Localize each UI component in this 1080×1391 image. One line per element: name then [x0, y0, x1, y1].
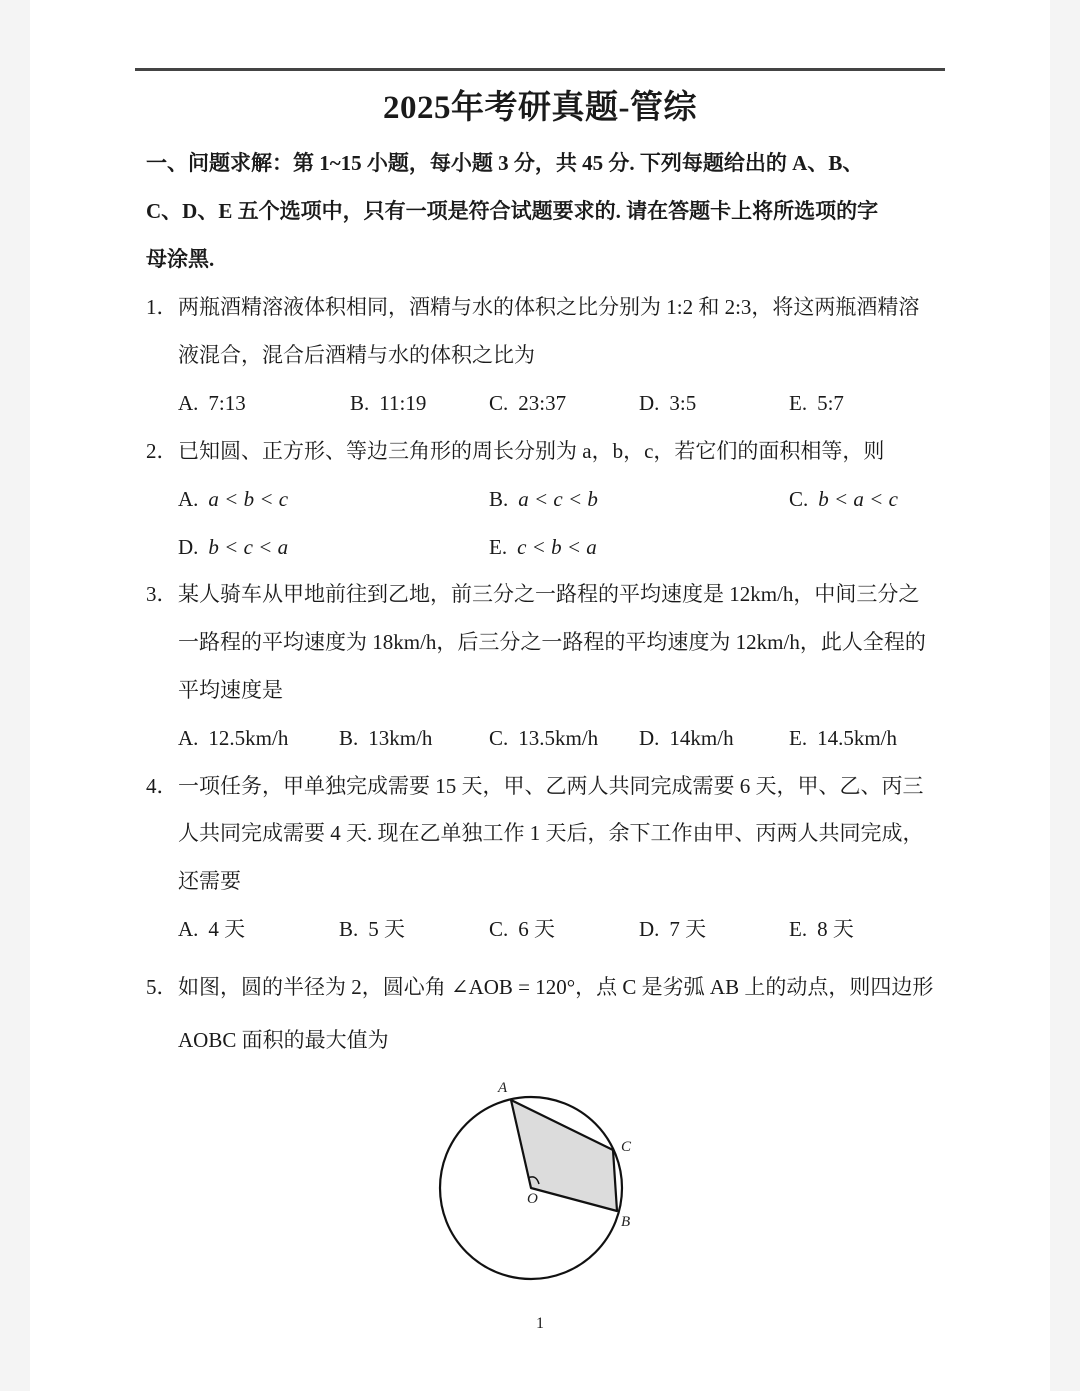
option-text: 13km/h [368, 726, 433, 750]
option-b: B. 13km/h [339, 726, 433, 750]
option-a: A. 4 天 [178, 917, 246, 941]
point-label-c: C [621, 1139, 632, 1155]
option-text: 14km/h [669, 726, 734, 750]
option-text: b < c < a [208, 535, 289, 559]
question-text-line: 还需要 [178, 869, 241, 893]
option-text: 5:7 [817, 391, 844, 415]
option-b: B. 11:19 [350, 391, 427, 415]
option-text: 7:13 [208, 391, 246, 415]
option-b: B. a < c < b [489, 487, 598, 511]
option-c: C. 13.5km/h [489, 726, 599, 750]
question-number: 3． [146, 582, 178, 606]
question-number: 4． [146, 774, 178, 798]
option-e: E. 8 天 [789, 917, 854, 941]
option-text: 14.5km/h [817, 726, 897, 750]
option-e: E. 14.5km/h [789, 726, 897, 750]
question-text-line: 平均速度是 [178, 678, 283, 702]
option-text: 12.5km/h [208, 726, 289, 750]
option-text: a < c < b [518, 487, 598, 511]
option-text: 5 天 [368, 917, 406, 941]
option-text: 3:5 [669, 391, 697, 415]
question-number: 1． [146, 295, 178, 319]
question-number: 2． [146, 439, 178, 463]
question-text-line: 人共同完成需要 4 天. 现在乙单独工作 1 天后，余下工作由甲、丙两人共同完成， [178, 821, 924, 845]
section-heading-line-1: 一、问题求解：第 1~15 小题，每小题 3 分，共 45 分. 下列每题给出的 A、B、 [146, 151, 864, 175]
option-c: C. 23:37 [489, 391, 567, 415]
option-e: E. 5:7 [789, 391, 844, 415]
option-text: 13.5km/h [518, 726, 599, 750]
option-b: B. 5 天 [339, 917, 406, 941]
option-a: A. a < b < c [178, 487, 289, 511]
header-rule [135, 68, 945, 71]
option-text: 6 天 [518, 917, 556, 941]
option-text: 8 天 [817, 917, 854, 941]
option-c: C. 6 天 [489, 917, 556, 941]
option-text: 23:37 [518, 391, 567, 415]
point-label-o: O [527, 1191, 538, 1207]
option-text: c < b < a [517, 535, 597, 559]
option-a: A. 12.5km/h [178, 726, 289, 750]
section-heading-line-2: C、D、E 五个选项中，只有一项是符合试题要求的. 请在答题卡上将所选项的字 [146, 199, 879, 223]
question-text-line: AOBC 面积的最大值为 [178, 1028, 389, 1052]
option-d: D. 14km/h [639, 726, 734, 750]
question-text-line: 某人骑车从甲地前往到乙地，前三分之一路程的平均速度是 12km/h，中间三分之 [178, 582, 920, 606]
question-number: 5． [146, 975, 178, 999]
option-a: A. 7:13 [178, 391, 246, 415]
question-text-line: 如图，圆的半径为 2，圆心角 ∠AOB = 120°，点 C 是劣弧 AB 上的动点，则四边形 [178, 975, 934, 999]
option-c: C. b < a < c [789, 487, 898, 511]
question-text-line: 一项任务，甲单独完成需要 15 天，甲、乙两人共同完成需要 6 天，甲、乙、丙三 [178, 774, 924, 798]
option-text: 7 天 [669, 917, 707, 941]
point-label-b: B [621, 1214, 631, 1230]
page-title: 2025年考研真题-管综 [383, 90, 697, 126]
option-d: D. 7 天 [639, 917, 707, 941]
page-number: 1 [536, 1315, 544, 1332]
option-text: a < b < c [208, 487, 289, 511]
question-text-line: 一路程的平均速度为 18km/h，后三分之一路程的平均速度为 12km/h，此人全程的 [178, 630, 926, 654]
point-label-a: A [498, 1080, 508, 1096]
option-e: E. c < b < a [489, 535, 597, 559]
option-d: D. 3:5 [639, 391, 697, 415]
question-text-line: 已知圆、正方形、等边三角形的周长分别为 a，b，c，若它们的面积相等，则 [178, 439, 885, 463]
circle-quadrilateral-figure [430, 1072, 650, 1287]
option-d: D. b < c < a [178, 535, 289, 559]
option-text: 11:19 [379, 391, 427, 415]
option-text: b < a < c [818, 487, 898, 511]
question-text-line: 液混合，混合后酒精与水的体积之比为 [178, 343, 535, 367]
section-heading-line-3: 母涂黑. [146, 247, 215, 271]
option-text: 4 天 [208, 917, 246, 941]
question-text-line: 两瓶酒精溶液体积相同，酒精与水的体积之比分别为 1:2 和 2:3，将这两瓶酒精溶 [178, 295, 920, 319]
